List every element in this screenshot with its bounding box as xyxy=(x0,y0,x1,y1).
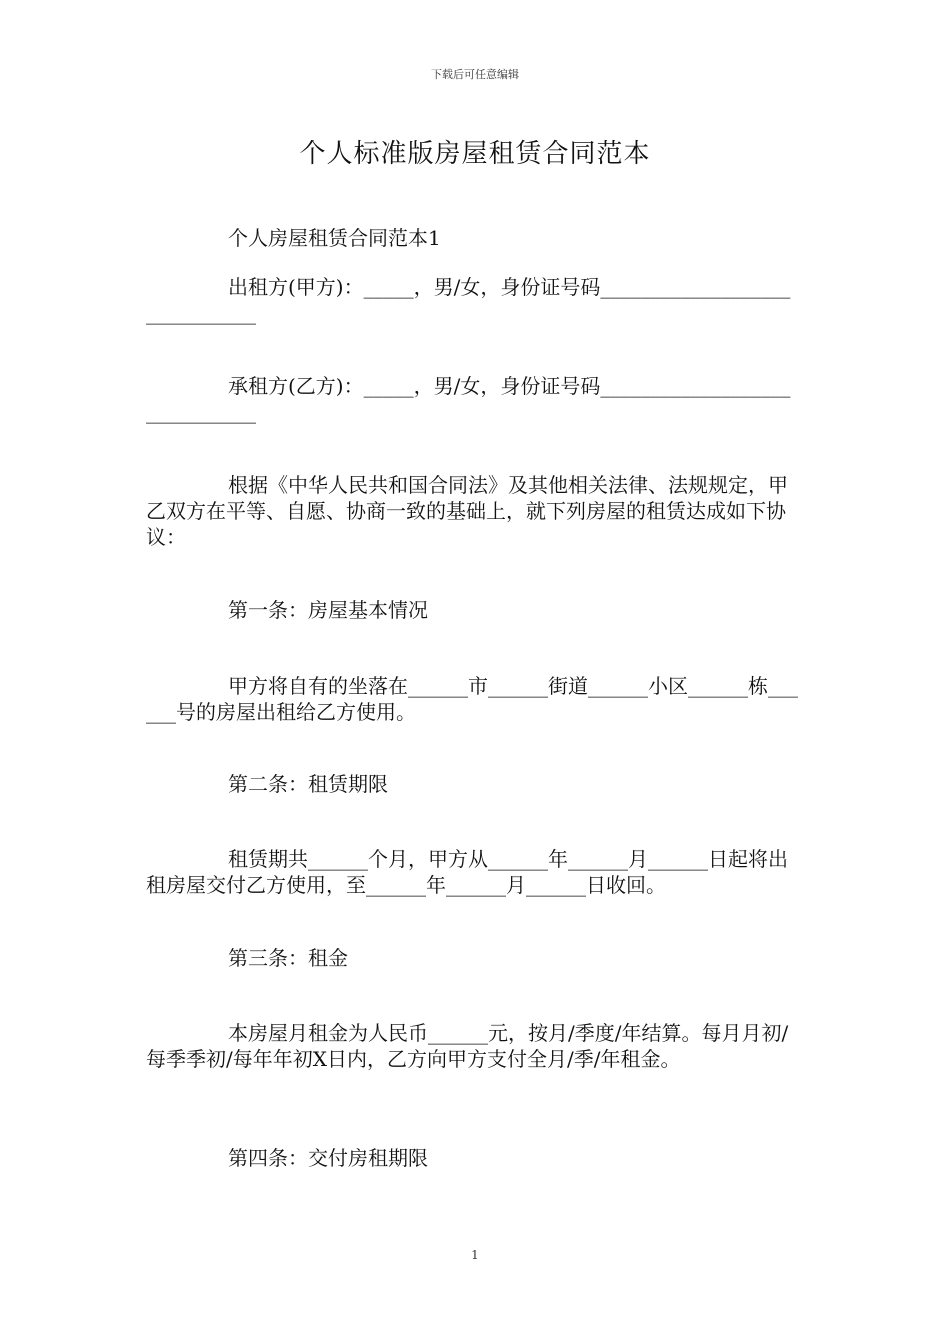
page-number: 1 xyxy=(471,1248,479,1262)
article-2-heading: 第二条：租赁期限 xyxy=(228,772,388,796)
article-3-text: 本房屋月租金为人民币______元，按月/季度/年结算。每月月初/每季季初/每年年初X日内，乙方向甲方支付全月/季/年租金。 xyxy=(146,1021,789,1071)
header-note: 下载后可任意编辑 xyxy=(431,68,519,81)
article-2-text: 租赁期共______个月，甲方从______年______月______日起将出租房屋交付乙方使用，至______年______月______日收回。 xyxy=(146,847,788,897)
article-1-text: 甲方将自有的坐落在______市______街道______小区______栋______号的房屋出租给乙方使用。 xyxy=(146,674,798,724)
contract-subtitle: 个人房屋租赁合同范本1 xyxy=(228,226,441,250)
preamble-paragraph: 根据《中华人民共和国合同法》及其他相关法律、法规规定，甲乙双方在平等、自愿、协商一致的基础上，就下列房屋的租赁达成如下协议： xyxy=(146,473,788,549)
article-3-heading: 第三条：租金 xyxy=(228,946,348,970)
article-1-heading: 第一条：房屋基本情况 xyxy=(228,598,428,622)
lessor-line: 出租方(甲方)：_____，男/女，身份证号码______________________________ xyxy=(146,275,791,325)
article-4-heading: 第四条：交付房租期限 xyxy=(228,1146,428,1170)
lessee-line: 承租方(乙方)：_____，男/女，身份证号码______________________________ xyxy=(146,374,791,424)
document-title: 个人标准版房屋租赁合同范本 xyxy=(299,139,651,169)
